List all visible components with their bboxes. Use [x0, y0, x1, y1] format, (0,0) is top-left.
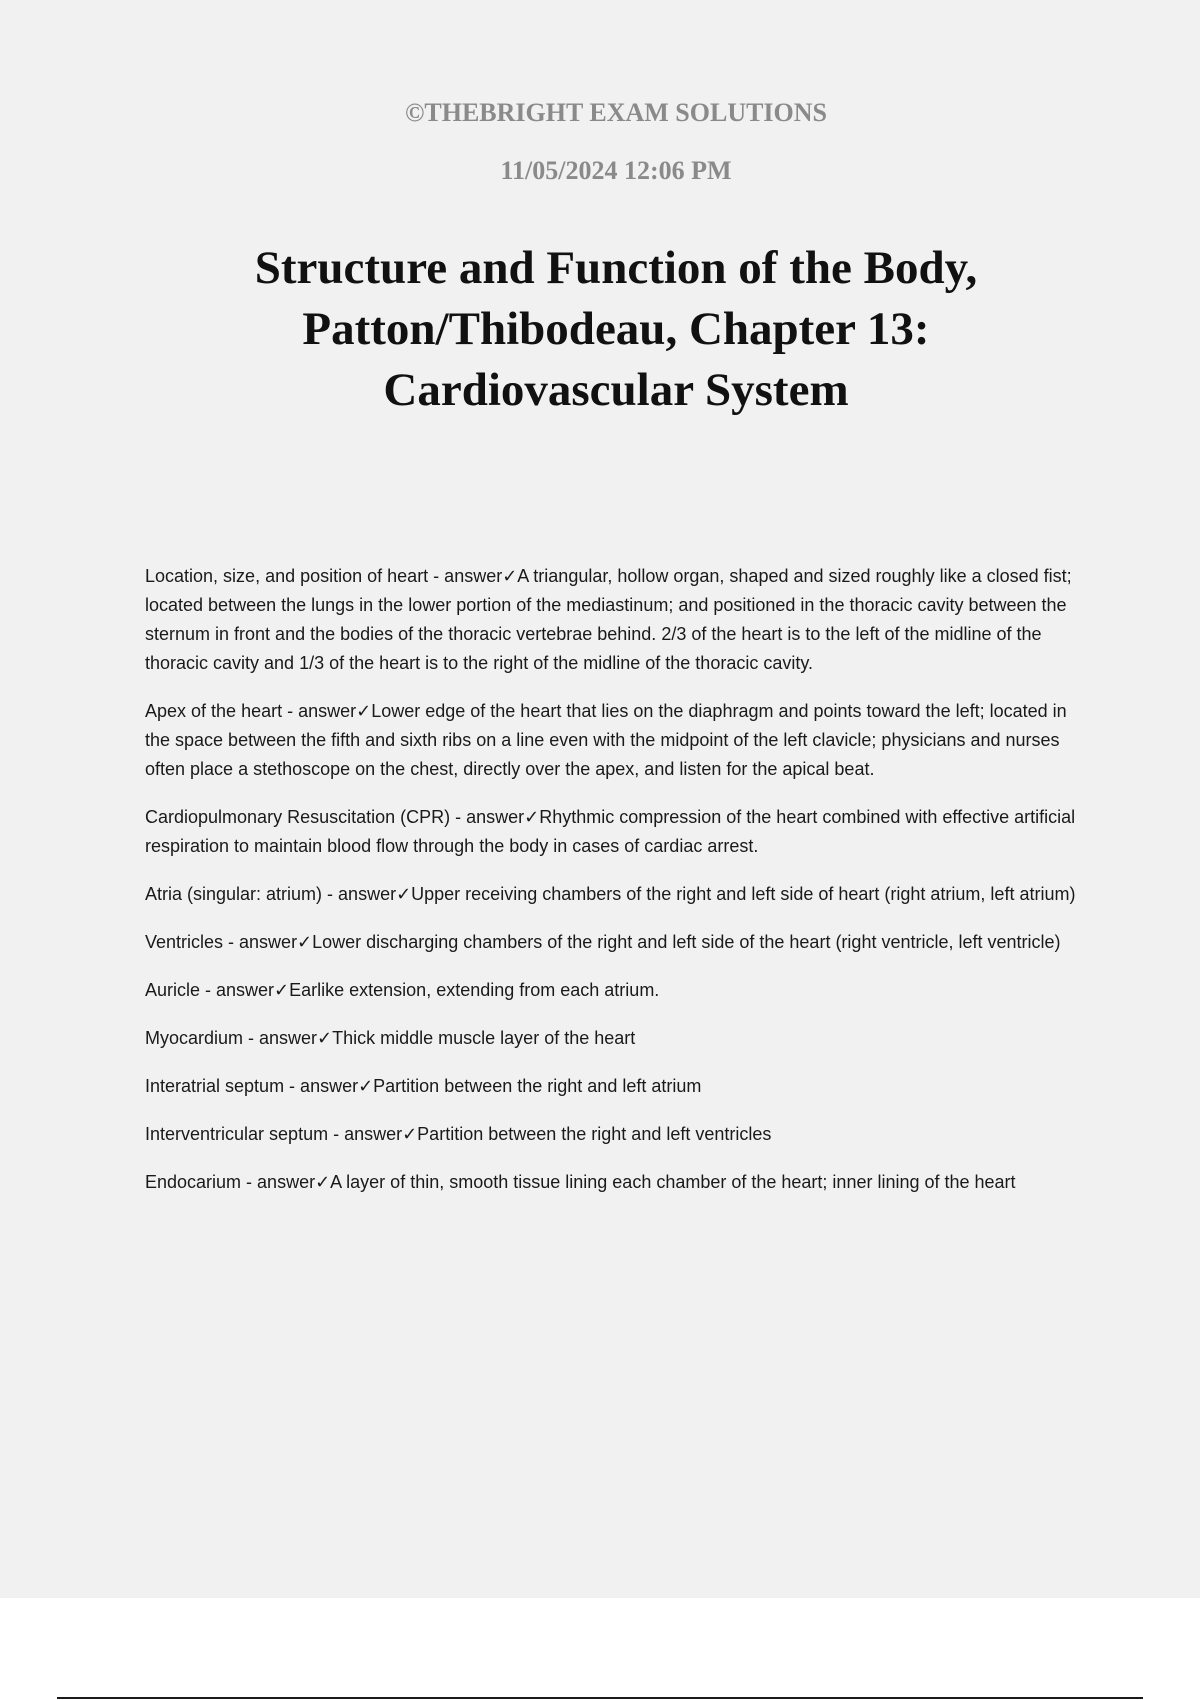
document-title: [120, 238, 1112, 421]
brand-header: ©THEBRIGHT EXAM SOLUTIONS: [404, 98, 828, 127]
title-line: Patton/Thibodeau, Chapter 13:: [302, 303, 930, 355]
title-line: Structure and Function of the Body,: [254, 242, 978, 294]
qa-item: Interventricular septum - answer✓Partition between the right and left ventricles: [145, 1124, 772, 1144]
qa-item: Auricle - answer✓Earlike extension, extending from each atrium.: [145, 980, 660, 1000]
qa-item: Myocardium - answer✓Thick middle muscle layer of the heart: [145, 1028, 636, 1048]
qa-item: Ventricles - answer✓Lower discharging chambers of the right and left side of the heart (right ventricle, left ventricle): [145, 932, 1061, 952]
qa-item: Interatrial septum - answer✓Partition between the right and left atrium: [145, 1076, 702, 1096]
timestamp: 11/05/2024 12:06 PM: [500, 156, 732, 185]
title-line: Cardiovascular System: [383, 364, 849, 416]
qa-item: Cardiopulmonary Resuscitation (CPR) - answer✓Rhythmic compression of the heart combined with effective artificial respiration to maintain blood flow through the body in cases of cardiac arrest.: [145, 807, 1076, 856]
qa-item: Atria (singular: atrium) - answer✓Upper receiving chambers of the right and left side of heart (right atrium, left atrium): [145, 884, 1076, 904]
qa-item: Endocarium - answer✓A layer of thin, smooth tissue lining each chamber of the heart; inner lining of the heart: [145, 1172, 1016, 1192]
qa-list: [145, 562, 1090, 1216]
footer-divider: [57, 1697, 1143, 1699]
qa-item: Location, size, and position of heart - answer✓A triangular, hollow organ, shaped and sized roughly like a closed fist; located between the lungs in the lower portion of the mediastinum; and positioned in the thoracic cavity between the sternum in front and the bodies of the thoracic vertebrae behind. 2/3 of the heart is to the left of the midline of the thoracic cavity and 1/3 of the heart is to the right of the midline of the thoracic cavity.: [145, 566, 1072, 673]
qa-item: Apex of the heart - answer✓Lower edge of the heart that lies on the diaphragm and points toward the left; located in the space between the fifth and sixth ribs on a line even with the midpoint of the left clavicle; physicians and nurses often place a stethoscope on the chest, directly over the apex, and listen for the apical beat.: [145, 701, 1067, 779]
